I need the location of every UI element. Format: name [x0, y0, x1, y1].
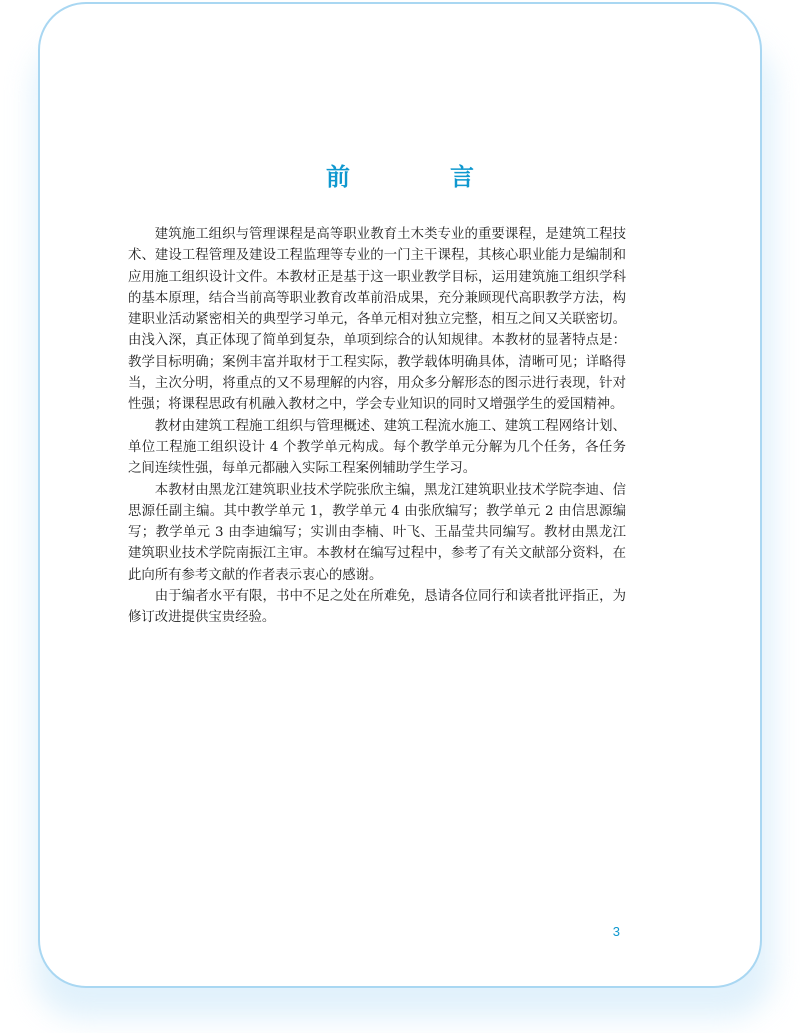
preface-body	[128, 224, 626, 629]
preface-paragraph-1: 建筑施工组织与管理课程是高等职业教育土木类专业的重要课程，是建筑工程技术、建设工程管理及建设工程监理等专业的一门主干课程，其核心职业能力是编制和应用施工组织设计文件。本教材正是基于这一职业教学目标，运用建筑施工组织学科的基本原理，结合当前高等职业教育改革前沿成果，充分兼顾现代高职教学方法，构建职业活动紧密相关的典型学习单元，各单元相对独立完整，相互之间又关联密切。由浅入深，真正体现了简单到复杂，单项到综合的认知规律。本教材的显著特点是：教学目标明确；案例丰富并取材于工程实际，教学载体明确具体，清晰可见；详略得当，主次分明，将重点的又不易理解的内容，用众多分解形态的图示进行表现，针对性强；将课程思政有机融入教材之中，学会专业知识的同时又增强学生的爱国精神。	[128, 227, 626, 413]
preface-paragraph-4: 由于编者水平有限，书中不足之处在所难免，恳请各位同行和读者批评指正，为修订改进提供宝贵经验。	[128, 589, 626, 626]
preface-paragraph-2: 教材由建筑工程施工组织与管理概述、建筑工程流水施工、建筑工程网络计划、单位工程施工组织设计 4 个教学单元构成。每个教学单元分解为几个任务，各任务之间连续性强，每单元都融入实际工程案例辅助学生学习。	[128, 418, 626, 477]
preface-title: 前 言	[326, 162, 512, 191]
preface-paragraph-3: 本教材由黑龙江建筑职业技术学院张欣主编，黑龙江建筑职业技术学院李迪、信思源任副主编。其中教学单元 1，教学单元 4 由张欣编写；教学单元 2 由信思源编写；教学单元 3 由李迪编写；实训由李楠、叶飞、王晶莹共同编写。教材由黑龙江建筑职业技术学院南振江主审。本教材在编写过程中，参考了有关文献部分资料，在此向所有参考文献的作者表示衷心的感谢。	[128, 482, 626, 583]
page-number: 3	[612, 924, 620, 939]
